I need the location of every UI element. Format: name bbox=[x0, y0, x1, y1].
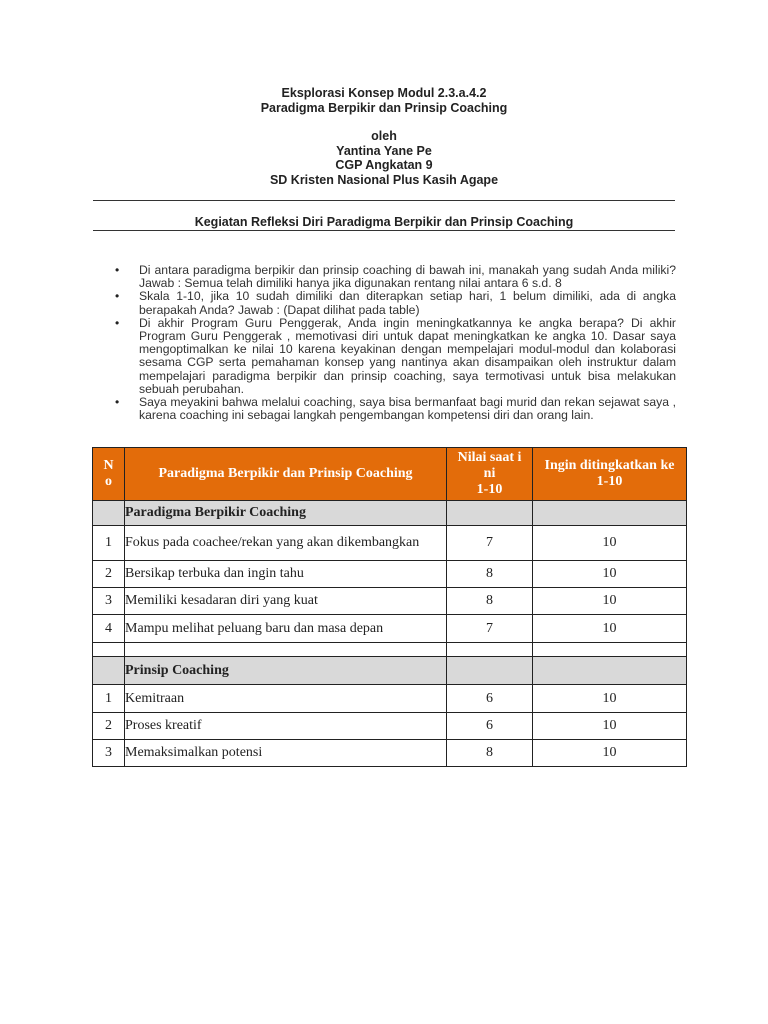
row-number: 1 bbox=[93, 526, 125, 561]
header-target-score: Ingin ditingkatkan ke 1-10 bbox=[533, 448, 687, 501]
section-row bbox=[93, 501, 687, 526]
table-row bbox=[93, 713, 687, 740]
table-row bbox=[93, 615, 687, 643]
reflection-table bbox=[92, 447, 687, 767]
row-target-score: 10 bbox=[533, 561, 687, 588]
header-paradigm: Paradigma Berpikir dan Prinsip Coaching bbox=[125, 448, 447, 501]
document-title: Eksplorasi Konsep Modul 2.3.a.4.2 bbox=[281, 86, 487, 100]
cohort-label: CGP Angkatan 9 bbox=[335, 158, 433, 172]
by-label: oleh bbox=[371, 129, 397, 143]
bullet-item: • Saya meyakini bahwa melalui coaching, saya bisa bermanfaat bagi murid dan rekan sejawat saya , karena coaching ini sebagai langkah pengembangan kompetensi diri dan orang lain. bbox=[114, 396, 676, 422]
row-description: Mampu melihat peluang baru dan masa depan bbox=[125, 615, 447, 643]
table-header-row bbox=[93, 448, 687, 501]
row-target-score: 10 bbox=[533, 685, 687, 713]
section-label: Prinsip Coaching bbox=[125, 657, 447, 685]
row-current-score: 7 bbox=[447, 615, 533, 643]
row-description: Bersikap terbuka dan ingin tahu bbox=[125, 561, 447, 588]
row-target-score: 10 bbox=[533, 713, 687, 740]
bottom-divider bbox=[93, 230, 675, 231]
row-target-score: 10 bbox=[533, 740, 687, 767]
row-current-score: 6 bbox=[447, 685, 533, 713]
row-number: 3 bbox=[93, 588, 125, 615]
bullet-item: • Di akhir Program Guru Penggerak, Anda ingin meningkatkannya ke angka berapa? Di akhir Program Guru Penggerak , memotivasi diri untuk dapat meningkatkan ke angka 10. Dasar saya mengoptimalkan ke nilai 10 karena keyakinan dengan mempelajari modul-modul dan kolaborasi sesama CGP serta pemahaman konsep yang nantinya akan disampaikan oleh instruktur dalam mempelajari paradigma berpikir dan prinsip coaching, saya termotivasi untuk bisa melakukan sebuah perubahan. bbox=[114, 317, 676, 396]
bullet-item: • Di antara paradigma berpikir dan prinsip coaching di bawah ini, manakah yang sudah Anda miliki? Jawab : Semua telah dimiliki hanya jika digunakan rentang nilai antara 6 s.d. 8 bbox=[114, 264, 676, 290]
row-number: 4 bbox=[93, 615, 125, 643]
row-current-score: 8 bbox=[447, 740, 533, 767]
table-row bbox=[93, 526, 687, 561]
spacer-row bbox=[93, 643, 687, 657]
reflection-bullet-list bbox=[114, 264, 676, 422]
document-header bbox=[0, 86, 768, 187]
row-target-score: 10 bbox=[533, 588, 687, 615]
bullet-item: • Skala 1-10, jika 10 sudah dimiliki dan diterapkan setiap hari, 1 belum dimiliki, ada di angka berapakah Anda? Jawab : (Dapat dilihat pada table) bbox=[114, 290, 676, 316]
row-number: 2 bbox=[93, 713, 125, 740]
table-row bbox=[93, 740, 687, 767]
row-target-score: 10 bbox=[533, 526, 687, 561]
author-name: Yantina Yane Pe bbox=[336, 143, 432, 158]
table-row bbox=[93, 588, 687, 615]
school-name: SD Kristen Nasional Plus Kasih Agape bbox=[269, 172, 499, 187]
top-divider bbox=[93, 200, 675, 201]
document-subtitle: Paradigma Berpikir dan Prinsip Coaching bbox=[260, 100, 508, 115]
row-number: 2 bbox=[93, 561, 125, 588]
table-row bbox=[93, 685, 687, 713]
row-current-score: 6 bbox=[447, 713, 533, 740]
header-current-score: Nilai saat i ni 1-10 bbox=[447, 448, 533, 501]
row-current-score: 7 bbox=[447, 526, 533, 561]
row-number: 3 bbox=[93, 740, 125, 767]
row-description: Proses kreatif bbox=[125, 713, 447, 740]
row-description: Fokus pada coachee/rekan yang akan dikembangkan bbox=[125, 526, 447, 561]
section-row bbox=[93, 657, 687, 685]
row-number: 1 bbox=[93, 685, 125, 713]
row-description: Memiliki kesadaran diri yang kuat bbox=[125, 588, 447, 615]
section-title: Kegiatan Refleksi Diri Paradigma Berpikir dan Prinsip Coaching bbox=[194, 215, 574, 229]
row-description: Kemitraan bbox=[125, 685, 447, 713]
section-label: Paradigma Berpikir Coaching bbox=[125, 501, 447, 526]
row-target-score: 10 bbox=[533, 615, 687, 643]
row-current-score: 8 bbox=[447, 588, 533, 615]
row-current-score: 8 bbox=[447, 561, 533, 588]
row-description: Memaksimalkan potensi bbox=[125, 740, 447, 767]
header-no: No bbox=[93, 448, 125, 501]
table-row bbox=[93, 561, 687, 588]
